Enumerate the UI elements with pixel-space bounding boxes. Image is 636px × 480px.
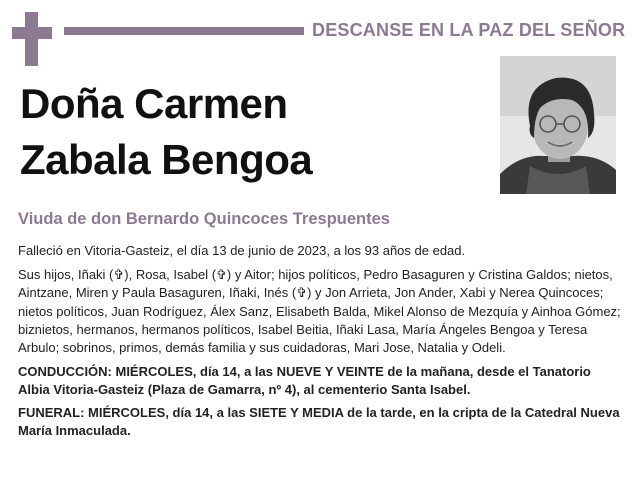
name-line-1: Doña Carmen <box>20 80 288 127</box>
header-divider <box>64 27 304 35</box>
cross-icon <box>12 12 52 66</box>
death-notice: Falleció en Vitoria-Gasteiz, el día 13 de junio de 2023, a los 93 años de edad. <box>18 243 466 258</box>
notice-body <box>18 242 622 444</box>
portrait-photo <box>500 56 616 194</box>
deceased-name <box>20 76 312 188</box>
family-notice: Sus hijos, Iñaki (✞), Rosa, Isabel (✞) y Aitor; hijos políticos, Pedro Basaguren y Cristina Galdos; nietos, Aintzane, Miren y Paula Basaguren, Iñaki, Inés (✞) y Jon Arrieta, Jon Ander, Xabi y Nerea Quincoces; nietos políticos, Juan Rodríguez, Álex Sanz, Elisabeth Balda, Mikel Alonso de Mezquía y Ainhoa Gómez; biznietos, hermanos, hermanos políticos, Isabel Beitia, Iñaki Lasa, María Ángeles Bengoa y Teresa Arbulo; sobrinos, primos, demás familia y sus cuidadoras, Mari Jose, Natalia y Odeli. <box>18 267 621 356</box>
name-line-2: Zabala Bengoa <box>20 136 313 183</box>
conduccion-notice: CONDUCCIÓN: MIÉRCOLES, día 14, a las NUEVE Y VEINTE de la mañana, desde el Tanatorio Albia Vitoria-Gasteiz (Plaza de Gamarra, nº 4), al cementerio Santa Isabel. <box>18 364 591 398</box>
funeral-notice: FUNERAL: MIÉRCOLES, día 14, a las SIETE Y MEDIA de la tarde, en la cripta de la Catedral Nueva María Inmaculada. <box>18 404 620 438</box>
header-title: DESCANSE EN LA PAZ DEL SEÑOR <box>312 20 626 40</box>
widow-subtitle: Viuda de don Bernardo Quincoces Trespuentes <box>18 210 390 228</box>
